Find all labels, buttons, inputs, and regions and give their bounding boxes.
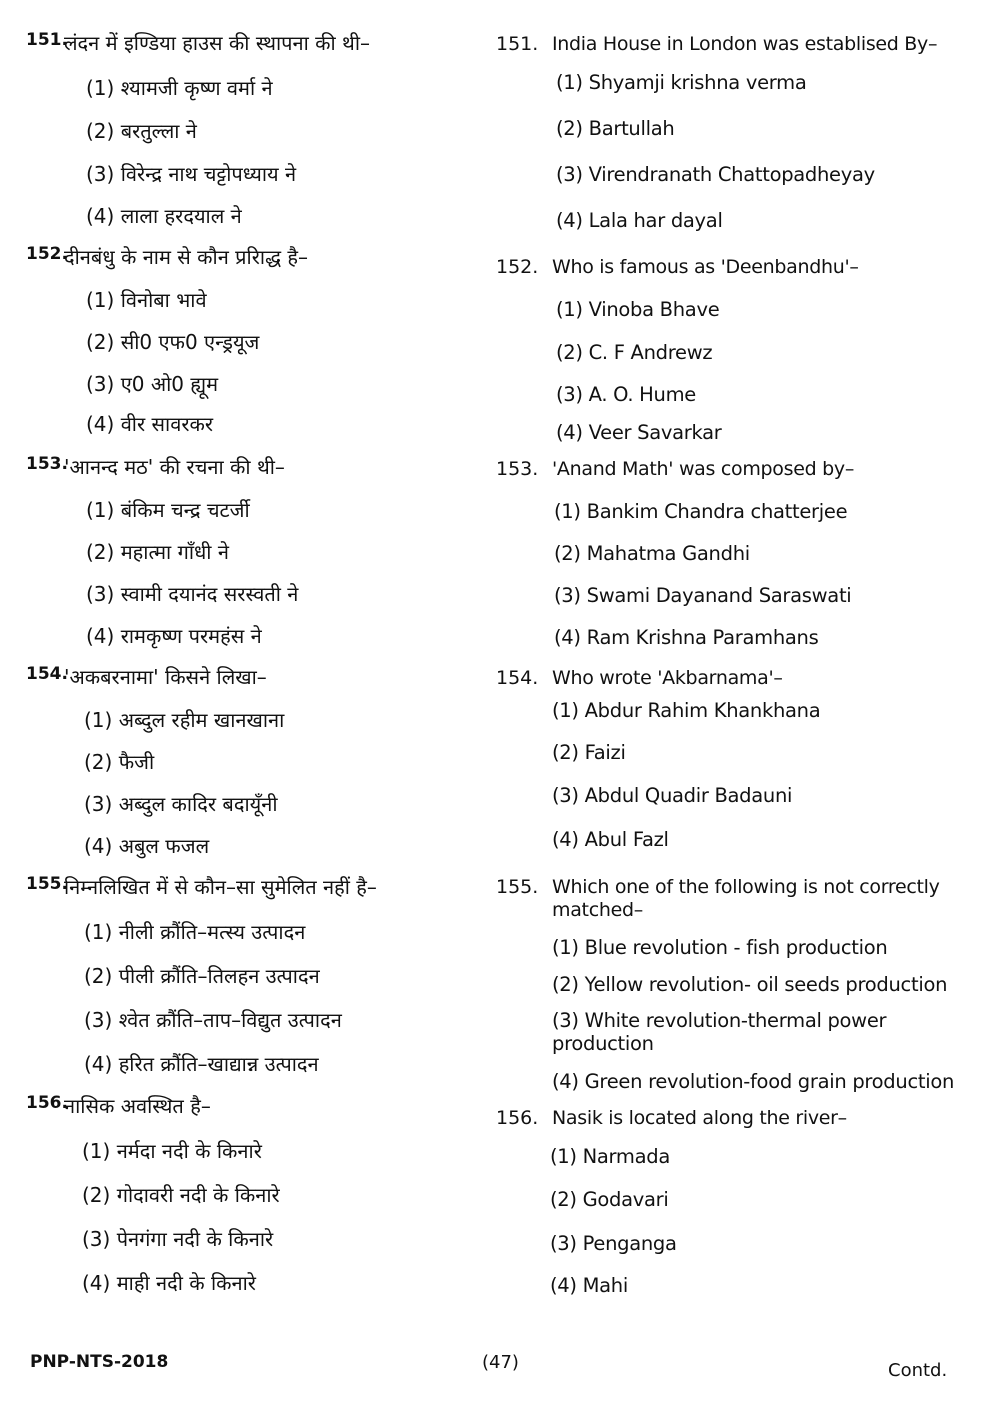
question-text: 'आनन्द मठ' की रचना की थी– <box>64 455 285 479</box>
option-3: (3) White revolution-thermal power production <box>552 1009 887 1055</box>
option-2: (2) पीली क्रौंति–तिलहन उत्पादन <box>84 964 320 988</box>
exam-code: PNP-NTS-2018 <box>30 1352 169 1372</box>
question-text: लंदन में इण्डिया हाउस की स्थापना की थी– <box>64 31 371 55</box>
question-156-hi <box>26 1093 496 1295</box>
option-4: (4) अबुल फजल <box>84 834 210 858</box>
option-4: (4) रामकृष्ण परमहंस ने <box>86 624 262 648</box>
question-156-en <box>496 1107 966 1297</box>
option-1: (1) विनोबा भावे <box>86 288 207 312</box>
question-154-hi <box>26 664 496 858</box>
option-2: (2) सी0 एफ0 एन्ड्रयूज <box>86 330 260 354</box>
question-151-hi <box>26 30 496 228</box>
question-text: निम्नलिखित में से कौन–सा सुमेलित नहीं है– <box>64 875 377 899</box>
option-1: (1) Blue revolution - fish production <box>552 936 888 959</box>
option-3: (3) Virendranath Chattopadheyay <box>556 163 875 186</box>
option-4: (4) माही नदी के किनारे <box>82 1271 256 1295</box>
option-3: (3) स्वामी दयानंद सरस्वती ने <box>86 582 299 606</box>
question-number: 155. <box>26 874 68 894</box>
option-4: (4) Mahi <box>550 1274 628 1297</box>
option-3: (3) अब्दुल कादिर बदायूँनी <box>84 792 278 816</box>
option-2: (2) फैजी <box>84 750 155 774</box>
option-1: (1) Vinoba Bhave <box>556 298 720 321</box>
question-number: 155. <box>496 876 539 898</box>
option-1: (1) श्यामजी कृष्ण वर्मा ने <box>86 76 273 100</box>
option-4: (4) Veer Savarkar <box>556 421 722 444</box>
option-2: (2) C. F Andrewz <box>556 341 713 364</box>
question-text: दीनबंधु के नाम से कौन प्ररिाद्ध है– <box>64 245 309 269</box>
question-text: India House in London was establised By– <box>552 33 938 55</box>
option-3: (3) विरेन्द्र नाथ चट्टोपध्याय ने <box>86 162 297 186</box>
question-155-hi <box>26 874 496 1076</box>
option-3: (3) श्वेत क्रौंति–ताप–विद्युत उत्पादन <box>84 1008 342 1032</box>
question-text: Who is famous as 'Deenbandhu'– <box>552 256 859 278</box>
option-1: (1) Narmada <box>550 1145 671 1168</box>
page-number: (47) <box>482 1352 519 1373</box>
question-text: Who wrote 'Akbarnama'– <box>552 667 783 689</box>
option-4: (4) वीर सावरकर <box>86 412 214 436</box>
question-text: Nasik is located along the river– <box>552 1107 847 1129</box>
question-number: 156. <box>496 1107 539 1129</box>
question-152-hi <box>26 244 496 436</box>
question-number: 154. <box>496 667 539 689</box>
option-3: (3) Penganga <box>550 1232 677 1255</box>
question-number: 156. <box>26 1093 68 1113</box>
question-number: 152. <box>26 244 68 264</box>
option-4: (4) Ram Krishna Paramhans <box>554 626 819 649</box>
option-4: (4) लाला हरदयाल ने <box>86 204 242 228</box>
option-2: (2) Yellow revolution- oil seeds production <box>552 973 948 996</box>
option-2: (2) Bartullah <box>556 117 675 140</box>
question-number: 151. <box>496 33 539 55</box>
option-4: (4) Green revolution-food grain production <box>552 1070 955 1093</box>
question-number: 153. <box>26 454 68 474</box>
option-1: (1) Bankim Chandra chatterjee <box>554 500 848 523</box>
question-number: 153. <box>496 458 539 480</box>
option-3: (3) ए0 ओ0 ह्यूम <box>86 372 219 396</box>
option-4: (4) Abul Fazl <box>552 828 669 851</box>
option-1: (1) बंकिम चन्द्र चटर्जी <box>86 498 250 522</box>
continued-label: Contd. <box>888 1360 948 1381</box>
option-1: (1) नर्मदा नदी के किनारे <box>82 1139 262 1163</box>
option-1: (1) Abdur Rahim Khankhana <box>552 699 821 722</box>
option-4: (4) हरित क्रौंति–खाद्यान्न उत्पादन <box>84 1052 319 1076</box>
option-3: (3) Swami Dayanand Saraswati <box>554 584 852 607</box>
question-153-en <box>496 458 966 649</box>
question-155-en <box>496 876 966 1093</box>
question-number: 154. <box>26 664 68 684</box>
question-number: 151. <box>26 30 68 50</box>
option-4: (4) Lala har dayal <box>556 209 723 232</box>
question-151-en <box>496 33 966 232</box>
option-2: (2) गोदावरी नदी के किनारे <box>82 1183 280 1207</box>
question-number: 152. <box>496 256 539 278</box>
option-1: (1) अब्दुल रहीम खानखाना <box>84 708 285 732</box>
option-2: (2) Godavari <box>550 1188 669 1211</box>
option-2: (2) Faizi <box>552 741 626 764</box>
question-text: Which one of the following is not correctly matched– <box>552 876 940 921</box>
option-3: (3) पेनगंगा नदी के किनारे <box>82 1227 274 1251</box>
question-154-en <box>496 667 966 851</box>
question-152-en <box>496 256 966 444</box>
option-2: (2) महात्मा गाँधी ने <box>86 540 229 564</box>
option-2: (2) Mahatma Gandhi <box>554 542 750 565</box>
option-2: (2) बरतुल्ला ने <box>86 119 197 143</box>
question-text: नासिक अवस्थित है– <box>64 1094 211 1118</box>
question-text: 'अकबरनामा' किसने लिखा– <box>64 665 267 689</box>
question-153-hi <box>26 454 496 648</box>
option-1: (1) Shyamji krishna verma <box>556 71 807 94</box>
question-text: 'Anand Math' was composed by– <box>552 458 855 480</box>
option-1: (1) नीली क्रौंति–मत्स्य उत्पादन <box>84 920 306 944</box>
option-3: (3) A. O. Hume <box>556 383 696 406</box>
option-3: (3) Abdul Quadir Badauni <box>552 784 793 807</box>
